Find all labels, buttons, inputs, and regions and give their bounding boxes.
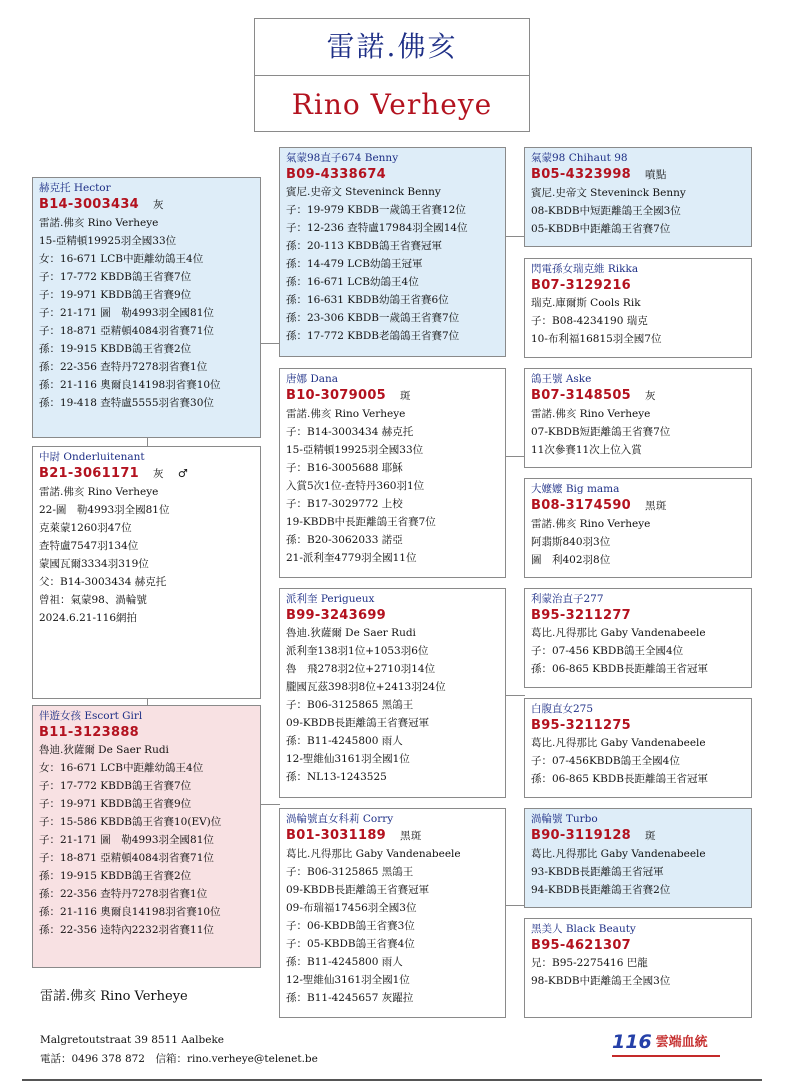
pedigree-lines [39, 483, 260, 627]
color-label: 灰 [153, 199, 164, 211]
color-label: 黑斑 [400, 830, 422, 842]
pedigree-line: 孫：06-865 KBDB長距離鴿王省冠軍 [531, 663, 708, 675]
pedigree-line: 10-布利福16815羽全國7位 [531, 333, 662, 345]
pedigree-card-dam-sire-dam [524, 698, 752, 798]
pedigree-line: 孫：21-116 奧爾良14198羽省賽10位 [39, 379, 221, 391]
pedigree-line: 雷諾.佛亥 Rino Verheye [39, 486, 159, 498]
pedigree-line: 魯迪.狄薩爾 De Saer Rudi [39, 744, 169, 756]
ring-number: B95-4621307 [531, 938, 632, 953]
pedigree-line: 子：19-971 KBDB鴿王省賽9位 [39, 798, 192, 810]
pigeon-name: 利蒙治直子277 [531, 593, 604, 605]
pedigree-lines [531, 184, 751, 238]
pedigree-line: 孫：21-116 奧爾良14198羽省賽10位 [39, 906, 221, 918]
pedigree-line: 12-聖維仙3161羽全國1位 [286, 753, 410, 765]
pedigree-line: 孫：19-915 KBDB鴿王省賽2位 [39, 870, 192, 882]
pedigree-line: 蒙國瓦爾3334羽319位 [39, 558, 149, 570]
pedigree-line: 克萊蒙1260羽47位 [39, 522, 132, 534]
connector-line [260, 343, 280, 344]
pedigree-lines [531, 954, 751, 990]
pedigree-line: 07-KBDB短距離鴿王省賽7位 [531, 426, 671, 438]
pedigree-line: 雷諾.佛亥 Rino Verheye [531, 518, 651, 530]
pedigree-line: 孫：16-631 KBDB幼鴿王省賽6位 [286, 294, 449, 306]
title-box [254, 18, 530, 132]
pedigree-line: 圖 利402羽8位 [531, 554, 611, 566]
pedigree-line: 09-KBDB長距離鴿王省賽冠軍 [286, 717, 430, 729]
pedigree-line: 19-KBDB中長距離鴿王省賽7位 [286, 516, 436, 528]
pedigree-line: 瑞克.庫爾斯 Cools Rik [531, 297, 641, 309]
pedigree-line: 孫：23-306 KBDB一歲鴿王省賽7位 [286, 312, 460, 324]
male-icon: ♂ [177, 467, 188, 480]
pedigree-line: 子：19-971 KBDB鴿王省賽9位 [39, 289, 192, 301]
pedigree-line: 子：B14-3003434 赫克托 [286, 426, 414, 438]
ring-number: B21-3061171 灰 ♂ [39, 466, 188, 481]
pedigree-card-subject [32, 446, 261, 699]
pedigree-line: 葛比.凡得那比 Gaby Vandenabeele [286, 848, 461, 860]
pedigree-line: 子：07-456 KBDB鴿王全國4位 [531, 645, 684, 657]
pigeon-name: 渦輪號 Turbo [531, 813, 598, 825]
pedigree-line: 子：B06-3125865 黑鴿王 [286, 866, 414, 878]
connector-line [505, 236, 525, 237]
pigeon-name: 唐娜 Dana [286, 373, 339, 385]
pedigree-line: 雷諾.佛亥 Rino Verheye [531, 408, 651, 420]
logo-text: 雲端血統 [655, 1035, 708, 1050]
pedigree-line: 葛比.凡得那比 Gaby Vandenabeele [531, 848, 706, 860]
title-chinese: 雷諾.佛亥 [255, 19, 529, 76]
pedigree-line: 子：17-772 KBDB鴿王省賽7位 [39, 780, 192, 792]
pedigree-line: 孫：22-356 查特丹7278羽省賽1位 [39, 888, 208, 900]
pedigree-line: 孫：17-772 KBDB老鴿鴿王省賽7位 [286, 330, 460, 342]
pedigree-line: 09-KBDB長距離鴿王省賽冠軍 [286, 884, 430, 896]
pedigree-card-sire-dam-dam [524, 478, 752, 578]
pedigree-line: 阿翡斯840羽3位 [531, 536, 611, 548]
pedigree-line: 子：17-772 KBDB鴿王省賽7位 [39, 271, 192, 283]
pigeon-name: 派利奎 Perigueux [286, 593, 375, 605]
ring-number: B10-3079005 斑 [286, 388, 411, 403]
pedigree-line: 入賞5次1位-查特丹360羽1位 [286, 480, 425, 492]
pedigree-card-dam-dam-dam [524, 918, 752, 1018]
pedigree-line: 雷諾.佛亥 Rino Verheye [286, 408, 406, 420]
pedigree-line: 父：B14-3003434 赫克托 [39, 576, 167, 588]
pedigree-lines [286, 405, 505, 567]
pigeon-name: 大嬤嬤 Big mama [531, 483, 620, 495]
pedigree-card-dam-sire-sire [524, 588, 752, 688]
pedigree-card-sire-dam [279, 368, 506, 578]
pedigree-line: 葛比.凡得那比 Gaby Vandenabeele [531, 627, 706, 639]
logo-underline [612, 1055, 720, 1057]
pedigree-line: 孫：16-671 LCB幼鴿王4位 [286, 276, 419, 288]
pigeon-name: 伴遊女孩 Escort Girl [39, 710, 143, 722]
title-english: Rino Verheye [291, 88, 493, 121]
pedigree-line: 賓尼.史帝文 Steveninck Benny [531, 187, 686, 199]
pigeon-name: 氣蒙98直子674 Benny [286, 152, 399, 164]
pedigree-line: 94-KBDB長距離鴿王省賽2位 [531, 884, 671, 896]
ring-number: B95-3211275 [531, 718, 632, 733]
ring-number: B01-3031189 黑斑 [286, 828, 422, 843]
ring-number: B08-3174590 黑斑 [531, 498, 667, 513]
pedigree-lines [286, 624, 505, 786]
pedigree-card-sire-dam-sire [524, 368, 752, 468]
pedigree-line: 22-圖 勒4993羽全國81位 [39, 504, 170, 516]
pigeon-name: 鴿王號 Aske [531, 373, 592, 385]
pedigree-line: 子：B08-4234190 瑞克 [531, 315, 648, 327]
pedigree-line: 孫：B11-4245657 灰躍拉 [286, 992, 414, 1004]
ring-number: B07-3148505 灰 [531, 388, 656, 403]
pedigree-line: 08-KBDB中短距離鴿王全國3位 [531, 205, 681, 217]
pedigree-line: 孫：20-113 KBDB鴿王省賽冠軍 [286, 240, 442, 252]
ring-number: B95-3211277 [531, 608, 632, 623]
pedigree-line: 子：06-KBDB鴿王省賽3位 [286, 920, 415, 932]
pedigree-line: 孫：19-915 KBDB鴿王省賽2位 [39, 343, 192, 355]
pedigree-lines [531, 845, 751, 899]
pigeon-name: 氣蒙98 Chihaut 98 [531, 152, 628, 164]
pedigree-line: 魯迪.狄薩爾 De Saer Rudi [286, 627, 416, 639]
color-label: 灰 [645, 390, 656, 402]
pedigree-line: 15-亞精頓19925羽全國33位 [39, 235, 177, 247]
pedigree-line: 子：15-586 KBDB鴿王省賽10(EV)位 [39, 816, 222, 828]
pedigree-line: 孫：B20-3062033 諾亞 [286, 534, 403, 546]
pedigree-line: 孫：14-479 LCB幼鴿王冠軍 [286, 258, 423, 270]
pedigree-line: 朧國瓦茲398羽8位+2413羽24位 [286, 681, 446, 693]
pedigree-line: 子：18-871 亞精頓4084羽省賽71位 [39, 325, 214, 337]
connector-line [505, 456, 525, 457]
pedigree-line: 11次參賽11次上位入賞 [531, 444, 642, 456]
pedigree-line: 子：B06-3125865 黑鴿王 [286, 699, 414, 711]
pigeon-name: 赫克托 Hector [39, 182, 111, 194]
pedigree-line: 兄：B95-2275416 巴龍 [531, 957, 648, 969]
pedigree-line: 子：B16-3005688 耶穌 [286, 462, 403, 474]
breeder-contact: 電話：0496 378 872 信箱：rino.verheye@telenet.be [40, 1053, 318, 1065]
pigeon-name: 白腹直女275 [531, 703, 594, 715]
pedigree-line: 15-亞精頓19925羽全國33位 [286, 444, 424, 456]
pedigree-line: 子：21-171 圖 勒4993羽全國81位 [39, 307, 214, 319]
ring-number: B14-3003434 灰 [39, 197, 164, 212]
logo-number: 116 [612, 1031, 652, 1053]
pigeon-name: 黑美人 Black Beauty [531, 923, 636, 935]
pedigree-line: 孫：B11-4245800 雨人 [286, 956, 403, 968]
pedigree-card-sire-sire-sire [524, 147, 752, 247]
pedigree-line: 93-KBDB長距離鴿王省冠軍 [531, 866, 664, 878]
pedigree-card-dam [32, 705, 261, 968]
pedigree-line: 子：12-236 查特盧17984羽全國14位 [286, 222, 468, 234]
ring-number: B90-3119128 斑 [531, 828, 656, 843]
pedigree-line: 曾祖：氣蒙98、渦輪號 [39, 594, 147, 606]
pedigree-line: 女：16-671 LCB中距離幼鴿王4位 [39, 762, 204, 774]
pedigree-lines [531, 405, 751, 459]
pedigree-lines [39, 214, 260, 412]
color-label: 黑斑 [645, 500, 667, 512]
pedigree-line: 子：07-456KBDB鴿王全國4位 [531, 755, 680, 767]
ring-number: B11-3123888 [39, 725, 140, 740]
pedigree-lines [531, 515, 751, 569]
pedigree-line: 葛比.凡得那比 Gaby Vandenabeele [531, 737, 706, 749]
pedigree-line: 子：21-171 圖 勒4993羽全國81位 [39, 834, 214, 846]
ring-number: B99-3243699 [286, 608, 387, 623]
pedigree-card-dam-sire [279, 588, 506, 798]
ring-number: B09-4338674 [286, 167, 387, 182]
pedigree-lines [286, 183, 505, 345]
pedigree-line: 賓尼.史帝文 Steveninck Benny [286, 186, 441, 198]
pigeon-name: 渦輪號直女科莉 Corry [286, 813, 394, 825]
color-label: 噴點 [645, 169, 667, 181]
pedigree-line: 查特盧7547羽134位 [39, 540, 139, 552]
pedigree-card-dam-dam-sire [524, 808, 752, 908]
ring-number: B05-4323998 噴點 [531, 167, 667, 182]
pedigree-line: 孫：19-418 查特盧5555羽省賽30位 [39, 397, 214, 409]
pedigree-line: 21-派利奎4779羽全國11位 [286, 552, 417, 564]
pedigree-line: 05-KBDB中距離鴿王省賽7位 [531, 223, 671, 235]
pedigree-line: 女：16-671 LCB中距離幼鴿王4位 [39, 253, 204, 265]
pedigree-line: 2024.6.21-116網拍 [39, 612, 138, 624]
pedigree-line: 派利奎138羽1位+1053羽6位 [286, 645, 429, 657]
site-logo [612, 1031, 708, 1053]
pedigree-line: 09-布瑞福17456羽全國3位 [286, 902, 417, 914]
pedigree-line: 子：05-KBDB鴿王省賽4位 [286, 938, 415, 950]
pedigree-card-sire [32, 177, 261, 438]
pedigree-line: 12-聖維仙3161羽全國1位 [286, 974, 410, 986]
color-label: 斑 [645, 830, 656, 842]
pedigree-line: 98-KBDB中距離鴿王全國3位 [531, 975, 671, 987]
pedigree-line: 雷諾.佛亥 Rino Verheye [39, 217, 159, 229]
connector-line [505, 695, 525, 696]
pedigree-line: 孫：06-865 KBDB長距離鴿王省冠軍 [531, 773, 708, 785]
pedigree-lines [531, 734, 751, 788]
pedigree-line: 孫：22-356 逵特內2232羽省賽11位 [39, 924, 214, 936]
pedigree-lines [286, 845, 505, 1007]
pigeon-name: 閃電孫女瑞克維 Rikka [531, 263, 639, 275]
pedigree-card-dam-dam [279, 808, 506, 1018]
pedigree-line: 孫：NL13-1243525 [286, 771, 387, 783]
pigeon-name: 中尉 Onderluitenant [39, 451, 145, 463]
pedigree-line: 子：19-979 KBDB一歲鴿王省賽12位 [286, 204, 466, 216]
pedigree-lines [39, 741, 260, 939]
pedigree-card-sire-sire-dam [524, 258, 752, 358]
pedigree-line: 孫：B11-4245800 雨人 [286, 735, 403, 747]
pedigree-lines [531, 294, 751, 348]
connector-line [505, 905, 525, 906]
pedigree-line: 子：18-871 亞精頓4084羽省賽71位 [39, 852, 214, 864]
breeder-address: Malgretoutstraat 39 8511 Aalbeke [40, 1034, 225, 1046]
pedigree-line: 子：B17-3029772 上校 [286, 498, 403, 510]
pedigree-line: 魯 飛278羽2位+2710羽14位 [286, 663, 436, 675]
color-label: 灰 [153, 468, 164, 480]
color-label: 斑 [400, 390, 411, 402]
pedigree-lines [531, 624, 751, 678]
breeder-name: 雷諾.佛亥 Rino Verheye [40, 989, 188, 1004]
connector-line [260, 804, 280, 805]
bottom-rule [22, 1079, 762, 1081]
pedigree-card-sire-sire [279, 147, 506, 357]
ring-number: B07-3129216 [531, 278, 632, 293]
pedigree-line: 孫：22-356 查特丹7278羽省賽1位 [39, 361, 208, 373]
